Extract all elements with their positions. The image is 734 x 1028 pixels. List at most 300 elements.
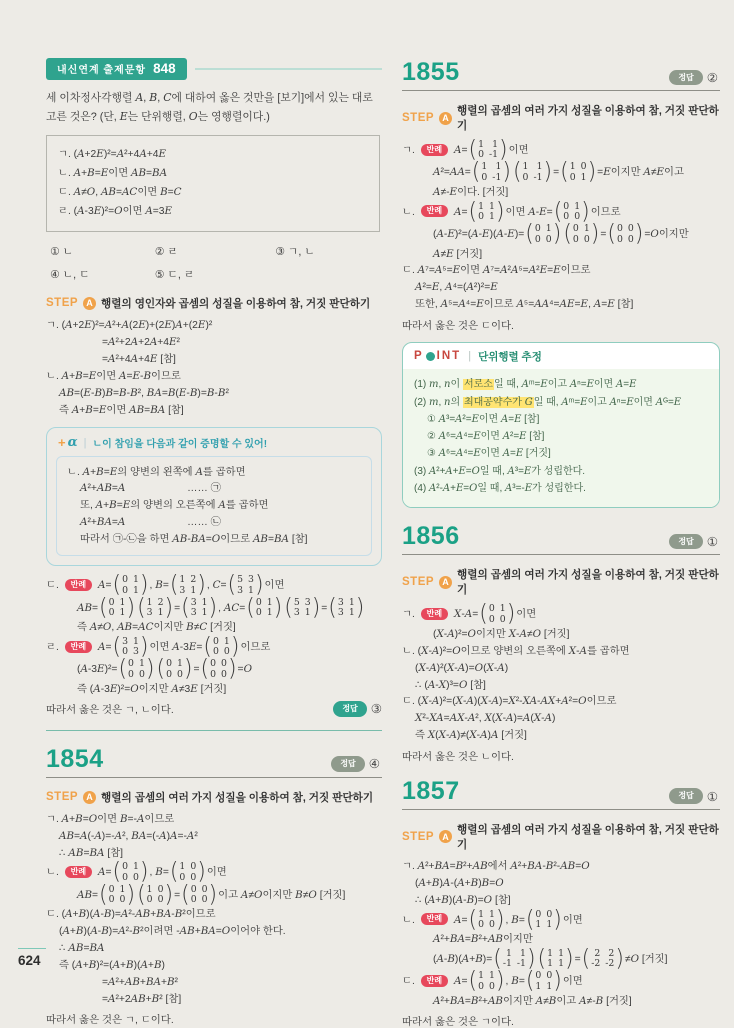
matrix-entry: 0	[190, 861, 197, 873]
matrix-left-paren: (	[284, 593, 293, 621]
matrix-right-paren: )	[227, 655, 237, 682]
solution-line: ㄱ. A+B=O이면 B=-A이므로	[46, 812, 175, 825]
answer-pill: 정답	[669, 70, 702, 86]
exam-problem-header	[46, 58, 382, 80]
matrix-right-paren: )	[164, 881, 174, 908]
matrix-left-paren: (	[99, 593, 108, 621]
boki-box	[46, 135, 380, 232]
matrix	[200, 655, 237, 682]
matrix-entry: 0	[563, 200, 570, 212]
solution-line: X²-XA=AX-A², X(X-A)=A(X-A)	[415, 712, 556, 725]
matrix-right-paren: )	[126, 593, 136, 621]
highlight: 서로소	[463, 379, 493, 391]
solution-line: ㄴ. (X-A)²=O이므로 양변의 오른쪽에 X-A를 곱하면	[402, 644, 630, 657]
solution-line: AB=A(-A)=-A², BA=(-A)A=-A²	[59, 829, 198, 842]
answer-number: ②	[706, 70, 718, 85]
step-heading	[46, 296, 382, 311]
matrix-entry: 5	[237, 574, 244, 586]
matrix-right-paren: )	[553, 905, 562, 933]
matrix	[181, 881, 218, 908]
matrix-right-paren: )	[164, 593, 174, 621]
matrix-left-paren: (	[112, 858, 122, 886]
matrix-left-paren: (	[563, 220, 572, 247]
matrix-entry: 1	[138, 658, 145, 670]
point-item: ① A³=A²=E이면 A=E [참]	[427, 413, 540, 425]
step-a-icon: A	[83, 791, 96, 804]
matrix-entry: -2	[591, 958, 601, 970]
matrix-entry: 1	[179, 574, 186, 586]
solution-block	[46, 318, 382, 418]
solution-line: ㄷ. A⁷=A⁵=E이면 A⁷=A²A⁵=A²E=E이므로	[402, 264, 591, 277]
matrix-entry: 0	[488, 919, 495, 931]
matrix-entry: 0	[190, 883, 197, 895]
solution-block	[46, 812, 382, 1008]
matrix-right-paren: )	[197, 571, 206, 598]
matrix-right-paren: )	[506, 600, 516, 627]
step-title: 행렬의 곱셈의 여러 가지 성질을 이용하여 참, 거짓 판단하기	[457, 105, 719, 132]
matrix	[468, 905, 505, 933]
solution-line: 즉 (A+B)²=(A+B)(A+B)	[59, 959, 165, 972]
answer-pill: 정답	[669, 788, 702, 804]
section-divider	[46, 730, 382, 731]
solution-line: ㄴ. 반례 A= ( 0 1 0 0 ) , B= ( 1 0 0 0 ) 이면	[46, 858, 227, 886]
step-label: STEP	[402, 576, 435, 589]
solution-line: ∴ (A+B)(A-B)=O [참]	[415, 893, 511, 906]
matrix-right-paren: )	[552, 220, 562, 247]
point-item: (4) A²-A+E=O일 때, A³=-E가 성립한다.	[414, 483, 586, 495]
matrix-entry: 0	[478, 980, 484, 992]
matrix-left-paren: (	[227, 571, 237, 598]
choice-option: ④ ㄴ, ㄷ	[50, 268, 90, 281]
solution-line: ㄷ. 반례 A= ( 1 1 0 0 ) , B= ( 0 0 1 1 ) 이면	[402, 967, 583, 994]
solution-line: (A+B)A-(A+B)B=O	[415, 876, 504, 889]
matrix	[471, 158, 511, 185]
matrix-left-paren: (	[156, 655, 166, 682]
matrix-right-paren: )	[208, 881, 218, 908]
matrix	[525, 967, 562, 994]
answer-badge	[331, 756, 380, 772]
conclusion-line	[46, 1011, 382, 1026]
matrix-entry: 1	[488, 908, 495, 920]
point-item: (2) m, n의 최대공약수가 G일 때, Aᵐ=E이고 Aⁿ=E이면 Aᴳ=E	[414, 396, 682, 408]
matrix-entry: 1	[223, 635, 230, 647]
step-title: 행렬의 곱셈의 여러 가지 성질을 이용하여 참, 거짓 판단하기	[101, 791, 374, 804]
matrix-entry: 0	[627, 223, 634, 235]
matrix-entry: 1	[119, 607, 126, 619]
matrix-entry: 0	[122, 584, 128, 596]
matrix-right-paren: )	[139, 858, 149, 886]
problem-header	[46, 744, 382, 778]
matrix-right-paren: )	[495, 198, 505, 225]
matrix-entry: 0	[488, 980, 495, 992]
solution-line: 즉 A+B=E이면 AB=BA [참]	[59, 403, 184, 416]
matrix-entry: 0	[546, 908, 553, 920]
matrix-entry: 3	[237, 584, 244, 596]
answer-pill: 정답	[331, 756, 364, 772]
solution-line: ㄹ. 반례 A= ( 3 1 0 3 ) 이면 A-3E= ( 0 1 0 0 ) 이므로	[46, 633, 271, 660]
solution-line: ㄱ. 반례 X-A= ( 0 1 0 0 ) 이면	[402, 600, 537, 627]
solution-line: (A-E)²=(A-E)(A-E)= ( 0 1 0 0 ) ( 0 1 0 0 ) = ( 0 0 0 0 ) =O이지만	[433, 220, 689, 247]
matrix-entry: 0	[210, 668, 217, 680]
solution-line: (A-3E)²= ( 0 1 0 0 ) ( 0 1 0 0 ) = ( 0 0 0 0 ) =O	[77, 655, 253, 682]
matrix-left-paren: (	[118, 655, 128, 682]
matrix	[525, 220, 562, 247]
matrix-entry: 0	[488, 603, 495, 615]
matrix-left-paren: (	[200, 655, 210, 682]
matrix-entry: 0	[563, 211, 570, 223]
solution-line: (X-A)²=O이지만 X-A≠O [거짓]	[433, 627, 570, 640]
matrix-entry: 1	[558, 958, 564, 970]
choice-option: ② ㄹ	[154, 245, 178, 258]
matrix-entry: 0	[534, 233, 541, 245]
matrix-right-paren: )	[526, 945, 536, 972]
point-item: ③ A⁶=A⁴=E이면 A=E [거짓]	[427, 448, 551, 460]
matrix-entry: 1	[488, 970, 495, 982]
matrix-left-paren: (	[112, 633, 122, 660]
matrix-entry: 1	[547, 947, 554, 959]
matrix-entry: 0	[488, 613, 495, 625]
matrix-entry: 0	[146, 894, 153, 906]
proof-line: 따라서 ㉠-㉡을 하면 AB-BA=O이므로 AB=BA [참]	[80, 533, 308, 546]
matrix	[99, 881, 136, 908]
solution-line: 또한, A⁵=A⁴=E이므로 A⁵=AA⁴=AE=E, A=E [참]	[415, 298, 634, 311]
matrix-entry: 1	[190, 584, 197, 596]
matrix-entry: 0	[221, 658, 227, 670]
matrix-entry: 0	[255, 596, 262, 608]
solution-line: A²=AA= ( 1 1 0 -1 ) ( 1 1 0 -1 ) = ( 1 0 0 1 ) =E이지만 A≠E이고	[433, 158, 684, 185]
matrix-right-paren: )	[590, 220, 600, 247]
matrix-entry: 2	[190, 574, 197, 586]
exam-problem-number: 848	[153, 61, 176, 76]
matrix-entry: 0	[108, 596, 115, 608]
matrix-entry: 1	[478, 908, 484, 920]
matrix-entry: -2	[605, 958, 615, 970]
solution-line: ㄴ. 반례 A= ( 1 1 0 0 ) , B= ( 0 0 1 1 ) 이면	[402, 905, 583, 933]
boki-item: ㄷ. A≠O, AB=AC이면 B=C	[58, 186, 182, 198]
boki-item: ㄴ. A+B=E이면 AB=BA	[58, 167, 168, 180]
matrix-entry: 1	[547, 958, 554, 970]
matrix-entry: 1	[546, 980, 553, 992]
matrix-entry: 1	[488, 200, 495, 212]
answer-pill: 정답	[333, 701, 366, 717]
answer-number: ①	[706, 535, 718, 550]
header-divider: |	[468, 350, 472, 363]
solution-line: 즉 A≠O, AB=AC이지만 B≠C [거짓]	[77, 620, 236, 633]
matrix	[112, 858, 149, 886]
counterexample-badge: 반례	[65, 641, 92, 653]
solution-line: ㄴ. A+B=E이면 A=E-B이므로	[46, 369, 181, 382]
matrix-entry: 1	[348, 596, 355, 608]
answer-badge	[669, 534, 718, 550]
matrix-entry: 1	[201, 596, 208, 608]
step-a-icon: A	[439, 830, 452, 843]
matrix-left-paren: (	[471, 158, 481, 185]
matrix-entry: 1	[546, 919, 553, 931]
plus-icon: +	[58, 435, 66, 450]
proof-line: A²+AB=A …… ㉠	[80, 482, 221, 495]
solution-line: 즉 X(X-A)≠(X-A)A [거짓]	[415, 729, 527, 742]
answer-number: ①	[706, 789, 718, 804]
solution-line: ㄱ. 반례 A= ( 1 1 0 -1 ) 이면	[402, 136, 529, 163]
matrix	[246, 593, 283, 621]
matrix-entry: -1	[516, 958, 526, 970]
matrix-right-paren: )	[564, 945, 574, 972]
matrix-entry: 0	[128, 658, 134, 670]
matrix-entry: 0	[122, 861, 128, 873]
matrix-entry: 1	[478, 200, 484, 212]
point-o-icon	[426, 352, 435, 361]
matrix-left-paren: (	[328, 593, 337, 621]
solution-line: =A²+2A+2A+4E²	[102, 335, 180, 348]
counterexample-badge: 반례	[421, 913, 448, 925]
matrix-left-paren: (	[246, 593, 255, 621]
matrix-entry: 0	[132, 871, 139, 883]
step-title: 행렬의 영인자와 곱셈의 성질을 이용하여 참, 거짓 판단하기	[101, 297, 371, 310]
exam-badge-label: 내신연계 출제문항	[57, 65, 147, 76]
matrix-entry: 0	[213, 646, 219, 658]
matrix-entry: 1	[146, 596, 153, 608]
matrix-entry: 1	[488, 211, 495, 223]
page-number-rule	[18, 948, 46, 949]
matrix-right-paren: )	[197, 858, 206, 886]
solution-block	[402, 859, 720, 1009]
matrix-left-paren: (	[169, 571, 179, 598]
matrix-entry: 1	[119, 596, 126, 608]
matrix-entry: 1	[478, 970, 484, 982]
matrix-entry: 0	[213, 635, 219, 647]
matrix-entry: 1	[266, 596, 273, 608]
matrix-left-paren: (	[581, 945, 591, 972]
answer-badge	[669, 788, 718, 804]
matrix-right-paren: )	[495, 905, 505, 933]
header-divider: |	[83, 436, 87, 449]
matrix-entry: 1	[583, 223, 590, 235]
page-number: 624	[18, 953, 41, 968]
matrix-entry: 3	[337, 607, 344, 619]
matrix-left-paren: (	[112, 571, 122, 598]
solution-line: ㄷ. (X-A)²=(X-A)(X-A)=X²-XA-AX+A²=O이므로	[402, 695, 617, 708]
matrix-left-paren: (	[607, 220, 616, 247]
solution-line: AB= ( 0 1 0 1 ) ( 1 2 3 1 ) = ( 3 1 3 1 ) , AC= ( 0 1 0 1 ) ( 5 3 3 1 ) = ( 3 1 3 1 )	[77, 593, 365, 621]
highlight: 최대공약수가 G	[463, 396, 533, 408]
solution-line: AB= ( 0 1 0 0 ) ( 1 0 0 0 ) = ( 0 0 0 0 ) 이고 A≠O이지만 B≠O [거짓]	[77, 881, 346, 908]
matrix	[468, 967, 505, 994]
matrix-left-paren: (	[203, 633, 212, 660]
matrix-entry: 1	[481, 161, 488, 173]
matrix-entry: -1	[488, 149, 499, 161]
matrix-entry: 0	[535, 908, 542, 920]
matrix-entry: 2	[594, 947, 601, 959]
matrix-entry: 0	[108, 894, 115, 906]
answer-pill: 정답	[669, 534, 702, 550]
matrix-entry: 1	[132, 635, 139, 647]
answer-choices	[50, 244, 380, 282]
point-label: P INT	[414, 350, 462, 363]
matrix	[227, 571, 264, 598]
counterexample-badge: 반례	[421, 975, 448, 987]
solution-line: ∴ AB=BA [참]	[59, 846, 123, 859]
choice-option: ① ㄴ	[50, 245, 74, 258]
matrix-left-paren: (	[525, 220, 534, 247]
matrix-entry: 0	[223, 646, 230, 658]
matrix-entry: 5	[293, 596, 300, 608]
plus-alpha-note: ㄴ이 참임을 다음과 같이 증명할 수 있어!	[92, 439, 268, 450]
step-a-icon: A	[439, 112, 452, 125]
solution-line: A²+BA=B²+AB이지만 A≠B이고 A≠-B [거짓]	[433, 994, 632, 1007]
answer-number: ③	[370, 702, 382, 717]
matrix-entry: 0	[478, 211, 484, 223]
matrix-entry: 0	[481, 171, 488, 183]
question-text: 세 이차정사각행렬 A, B, C에 대하여 옳은 것만을 [보기]에서 있는 대로 고른 것은? (단, E는 단위행렬, O는 영행렬이다.)	[46, 91, 373, 123]
matrix-entry: 0	[572, 223, 579, 235]
matrix-entry: 0	[157, 883, 164, 895]
matrix-entry: 3	[190, 596, 197, 608]
alpha-icon: α	[67, 435, 78, 450]
proof-line: 또, A+B=E의 양변의 오른쪽에 A를 곱하면	[80, 499, 269, 512]
problem-number: 1857	[402, 776, 460, 805]
matrix-entry: 0	[138, 668, 145, 680]
matrix-entry: 1	[179, 861, 186, 873]
matrix-entry: 1	[535, 919, 542, 931]
counterexample-badge: 반례	[421, 144, 448, 156]
matrix-entry: 1	[348, 607, 355, 619]
point-subtitle: 단위행렬 추정	[478, 350, 542, 363]
problem-number: 1854	[46, 744, 104, 773]
matrix-entry: 0	[210, 658, 217, 670]
matrix-right-paren: )	[311, 593, 321, 621]
conclusion-line	[402, 1013, 720, 1028]
matrix-left-paren: (	[169, 858, 179, 886]
counterexample-badge: 반례	[421, 608, 448, 620]
matrix-entry: 0	[176, 668, 183, 680]
choice-option: ③ ㄱ, ㄴ	[275, 245, 315, 258]
matrix-right-paren: )	[126, 881, 136, 908]
matrix-left-paren: (	[468, 136, 478, 163]
conclusion-text: 따라서 옳은 것은 ㄱ, ㄴ이다.	[46, 705, 174, 717]
matrix-entry: 0	[572, 233, 579, 245]
step-a-icon: A	[83, 297, 96, 310]
matrix-right-paren: )	[355, 593, 365, 621]
matrix-entry: 3	[132, 646, 139, 658]
solution-line: =A²+4A+4E [참]	[102, 352, 176, 365]
matrix-left-paren: (	[137, 881, 146, 908]
matrix-entry: 0	[166, 668, 172, 680]
matrix-left-paren: (	[137, 593, 146, 621]
matrix-left-paren: (	[468, 198, 478, 225]
matrix-entry: 1	[132, 574, 139, 586]
boki-item: ㄱ. (A+2E)²=A²+4A+4E	[58, 148, 167, 161]
plus-alpha-box	[46, 427, 382, 566]
matrix-entry: 1	[580, 171, 587, 183]
solution-block	[402, 600, 720, 743]
proof-line: A²+BA=A …… ㉡	[80, 516, 221, 529]
matrix	[607, 220, 644, 247]
solution-block	[46, 571, 382, 697]
problem-number: 1855	[402, 58, 460, 86]
step-title: 행렬의 곱셈의 여러 가지 성질을 이용하여 참, 거짓 판단하기	[457, 823, 719, 851]
matrix	[112, 571, 149, 598]
matrix-entry: 0	[546, 970, 553, 982]
matrix-entry: 0	[535, 970, 542, 982]
matrix-entry: 3	[122, 635, 128, 647]
matrix-entry: 0	[119, 894, 126, 906]
left-column	[46, 58, 382, 1027]
solution-line: 즉 (A-3E)²=O이지만 A≠3E [거짓]	[77, 682, 227, 695]
matrix	[99, 593, 136, 621]
conclusion-text: 따라서 옳은 것은 ㄱ이다.	[402, 1017, 514, 1028]
matrix-right-paren: )	[615, 945, 624, 972]
problem-header	[402, 60, 720, 91]
matrix-entry: 1	[574, 200, 581, 212]
matrix	[468, 198, 505, 225]
boki-item: ㄹ. (A-3E)²=O이면 A=3E	[58, 204, 173, 217]
matrix-entry: 0	[122, 871, 128, 883]
matrix-entry: 0	[166, 658, 172, 670]
matrix-entry: 1	[119, 883, 126, 895]
matrix-entry: 0	[627, 233, 634, 245]
matrix-entry: 0	[616, 233, 623, 245]
step-label: STEP	[46, 297, 79, 310]
matrix-right-paren: )	[139, 571, 149, 598]
problem-header	[402, 776, 720, 810]
matrix-entry: 0	[122, 646, 128, 658]
matrix-entry: 1	[499, 603, 506, 615]
solution-line: ㄱ. (A+2E)²=A²+A(2E)+(2E)A+(2E)²	[46, 318, 213, 331]
matrix	[118, 655, 155, 682]
conclusion-line	[402, 748, 720, 763]
matrix	[581, 945, 624, 972]
step-heading	[402, 567, 720, 597]
matrix-left-paren: (	[512, 158, 522, 185]
matrix-entry: 2	[608, 947, 615, 959]
matrix-entry: 0	[108, 607, 115, 619]
solution-line: ㄴ. 반례 A= ( 1 1 0 1 ) 이면 A-E= ( 0 1 0 0 ) 이므로	[402, 198, 621, 225]
step-title: 행렬의 곱셈의 여러 가지 성질을 이용하여 참, 거짓 판단하기	[457, 569, 719, 597]
matrix-left-paren: (	[181, 881, 190, 908]
matrix-entry: 1	[492, 139, 499, 151]
matrix-entry: 3	[179, 584, 186, 596]
page-number-block	[18, 948, 46, 968]
matrix-entry: 0	[221, 668, 227, 680]
solution-line: (X-A)²(X-A)=O(X-A)	[415, 661, 509, 674]
solution-line: (A+B)(A-B)=A²-B²이려면 -AB+BA=O이어야 한다.	[59, 925, 286, 938]
matrix-entry: 1	[266, 607, 273, 619]
solution-line: (A-B)(A+B)= ( 1 1 -1 -1 ) ( 1 1 1 1 ) = ( 2 2 -2 -2 ) ≠O [거짓]	[433, 945, 668, 972]
matrix-entry: 0	[128, 668, 134, 680]
answer-badge	[333, 701, 382, 717]
matrix-entry: 0	[522, 171, 529, 183]
answer-number: ④	[368, 757, 380, 772]
solution-line: =A²+AB+BA+B²	[102, 975, 178, 988]
matrix-left-paren: (	[537, 945, 547, 972]
step-label: STEP	[402, 830, 435, 843]
matrix-right-paren: )	[145, 655, 155, 682]
matrix-right-paren: )	[543, 158, 553, 185]
matrix-entry: 3	[337, 596, 344, 608]
matrix-entry: 0	[478, 919, 484, 931]
matrix-entry: 1	[146, 883, 153, 895]
solution-line: ㄷ. (A+B)(A-B)=A²-AB+BA-B²이므로	[46, 908, 216, 921]
point-content	[403, 369, 719, 508]
matrix-entry: 0	[122, 574, 128, 586]
step-heading	[402, 822, 720, 852]
matrix-entry: 3	[146, 607, 153, 619]
choice-option: ⑤ ㄷ, ㄹ	[154, 268, 195, 281]
step-a-icon: A	[439, 576, 452, 589]
exam-badge	[46, 58, 187, 80]
solution-line: A²+BA=B²+AB이지만	[433, 932, 533, 945]
counterexample-badge: 반례	[421, 205, 448, 217]
